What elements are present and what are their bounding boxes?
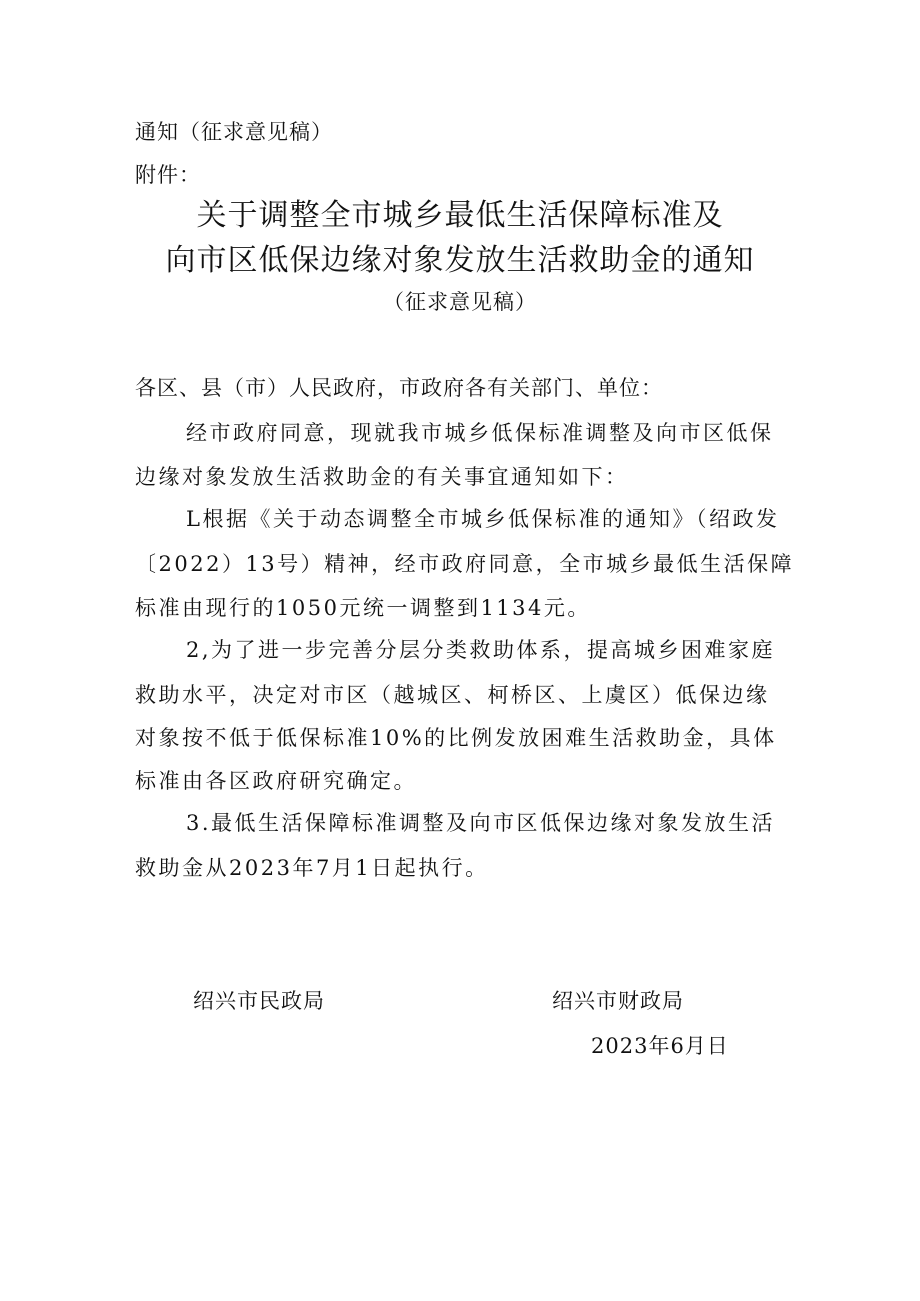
item1-line-1: L根据《关于动态调整全市城乡低保标准的通知》（绍政发 (186, 507, 780, 531)
draft-note: （征求意见稿） (383, 290, 537, 314)
issuer-right: 绍兴市财政局 (552, 989, 684, 1013)
salutation: 各区、县（市）人民政府，市政府各有关部门、单位： (135, 376, 663, 400)
item3-line-1: 3.最低生活保障标准调整及向市区低保边缘对象发放生活 (186, 811, 776, 835)
notice-line: 通知（征求意见稿） (135, 120, 333, 144)
signature-date: 2023年6月日 (591, 1034, 729, 1058)
intro-line-1: 经市政府同意，现就我市城乡低保标准调整及向市区低保 (186, 421, 774, 445)
intro-line-2: 边缘对象发放生活救助金的有关事宜通知如下： (135, 465, 629, 489)
attachment-label: 附件： (135, 163, 201, 187)
item1-line-3: 标准由现行的1050元统一调整到1134元。 (135, 596, 591, 620)
item2-line-1: 2,为了进一步完善分层分类救助体系，提高城乡困难家庭 (186, 638, 776, 662)
item2-line-3: 对象按不低于低保标准10%的比例发放困难生活救助金，具体 (135, 726, 777, 750)
document-title-line2: 向市区低保边缘对象发放生活救助金的通知 (165, 243, 755, 278)
document-title-line1: 关于调整全市城乡最低生活保障标准及 (196, 198, 724, 233)
issuer-left: 绍兴市民政局 (193, 989, 325, 1013)
item3-line-2: 救助金从2023年7月1日起执行。 (135, 856, 489, 880)
item2-line-2: 救助水平，决定对市区（越城区、柯桥区、上虞区）低保边缘 (135, 683, 770, 707)
item1-line-2: 〔2022）13号）精神，经市政府同意，全市城乡最低生活保障 (135, 552, 795, 576)
item2-line-4: 标准由各区政府研究确定。 (135, 769, 417, 793)
